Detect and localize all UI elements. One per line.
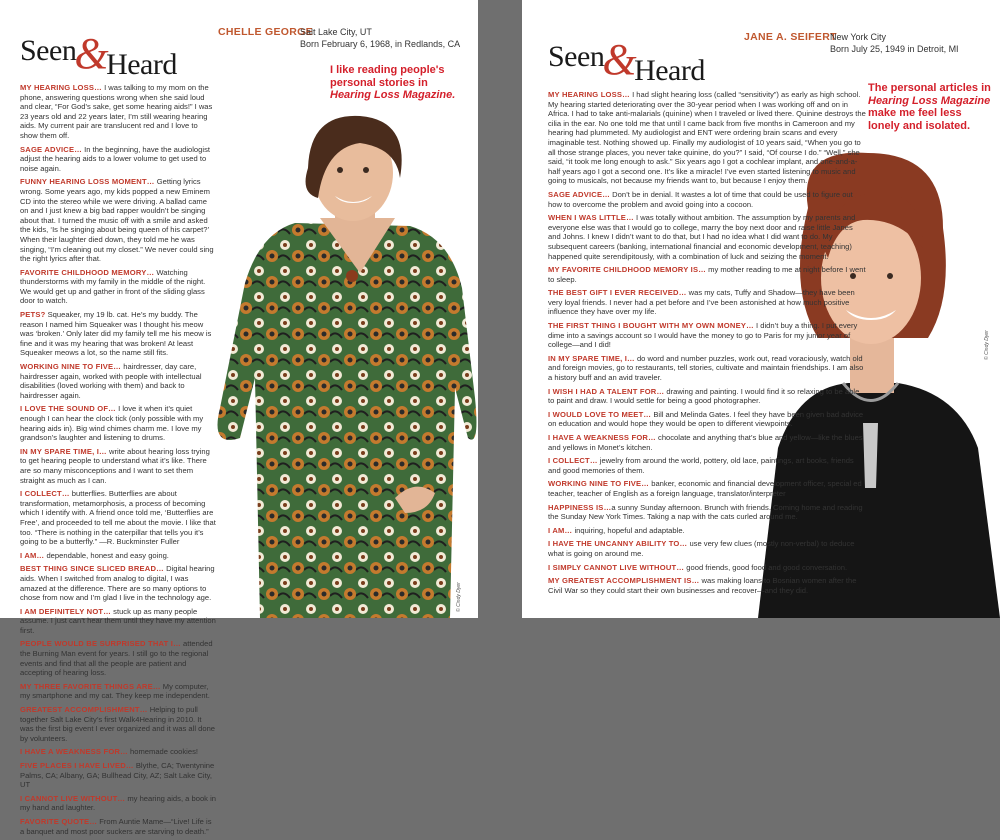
qa-answer: Digital hearing aids. When I switched from analog to digital, I was amazed at the difference. There are so many options to chose from now and I’m glad I live in the technology age. <box>20 564 215 603</box>
right-page <box>522 0 1000 618</box>
qa-question: FIVE PLACES I HAVE LIVED… <box>20 761 134 770</box>
qa-entry <box>548 563 866 573</box>
qa-entry <box>548 479 866 498</box>
qa-question: MY HEARING LOSS… <box>548 90 630 99</box>
qa-question: I CANNOT LIVE WITHOUT… <box>20 793 126 803</box>
qa-question: FUNNY HEARING LOSS MOMENT… <box>20 177 155 187</box>
qa-question: I LOVE THE SOUND OF… <box>20 404 116 414</box>
qa-entry <box>548 213 866 261</box>
qa-question: SAGE ADVICE… <box>20 144 83 154</box>
qa-question: I WISH I HAD A TALENT FOR… <box>548 386 665 396</box>
qa-question: WHEN I WAS LITTLE… <box>548 213 634 223</box>
left-pull-quote: I like reading people's personal stories in Hearing Loss Magazine. <box>330 64 456 101</box>
qa-question: MY THREE FAVORITE THINGS ARE… <box>20 681 161 691</box>
left-page <box>0 0 478 836</box>
right-birth: Born July 25, 1949 in Detroit, MI <box>830 44 959 54</box>
qa-answer: homemade cookies! <box>127 747 198 757</box>
qa-answer: a sunny Sunday afternoon. Brunch with friends. Coming home and reading the Sunday New York Times. Taking a nap with the cats curled around me. <box>548 502 863 522</box>
qa-answer: Helping to pull together Salt Lake City’s first Walk4Hearing in 2010. It was the first big event I ever organized and it was all done by volunteers. <box>20 705 216 743</box>
qa-entry <box>548 503 866 522</box>
qa-entry <box>20 489 216 547</box>
qa-answer: inquiring, hopeful and adaptable. <box>572 525 685 535</box>
qa-question: IN MY SPARE TIME, I… <box>548 353 635 363</box>
left-qa-column <box>20 83 216 840</box>
qa-entry <box>20 83 216 141</box>
qa-entry <box>20 564 216 602</box>
qa-entry <box>548 539 866 558</box>
qa-answer: From Auntie Mame—“Live! Life is a banquet and most poor suckers are starving to death.” <box>20 816 212 836</box>
qa-entry <box>548 190 866 209</box>
qa-question: THE FIRST THING I BOUGHT WITH MY OWN MONEY… <box>548 321 754 331</box>
qa-answer: Bill and Melinda Gates. I feel they have been given bad advice on education and would hope they would be open to different viewpoints. <box>548 409 864 429</box>
qa-question: WORKING NINE TO FIVE… <box>548 479 650 489</box>
qa-question: THE BEST GIFT I EVER RECEIVED… <box>548 288 687 298</box>
right-qa-column <box>548 90 866 599</box>
qa-entry <box>548 387 866 406</box>
qa-question: I AM… <box>20 550 45 560</box>
qa-entry <box>20 268 216 306</box>
qa-entry <box>20 310 216 358</box>
qa-answer: drawing and painting. I would find it so relaxing to be able to paint and draw. I would settle for being a good photographer. <box>548 386 860 406</box>
qa-question: I HAVE A WEAKNESS FOR… <box>20 747 128 757</box>
right-pull-quote: The personal articles in Hearing Loss Magazine make me feel less lonely and isolated. <box>868 82 991 132</box>
qa-entry <box>548 456 866 475</box>
qa-entry <box>548 354 866 383</box>
qa-entry <box>20 817 216 836</box>
qa-answer: jewelry from around the world, pottery, old lace, paintings, art books, friends and good memories of them. <box>548 456 854 475</box>
qa-question: I COLLECT… <box>548 456 598 466</box>
left-profile-info <box>300 26 460 50</box>
qa-entry <box>548 321 866 350</box>
qa-question: MY GREATEST ACCOMPLISHMENT IS… <box>548 576 700 586</box>
qa-answer: banker, economic and financial development officer, special ed teacher, teacher of English as a foreign language, translator/interpreter <box>548 479 862 498</box>
right-photo-credit: © Cindy Dyer <box>984 330 990 360</box>
qa-entry <box>548 576 866 595</box>
qa-answer: Blythe, CA; Twentynine Palms, CA; Albany, GA; Bullhead City, AZ; Salt Lake City, UT <box>20 761 215 790</box>
left-profile-name: CHELLE GEORGE <box>218 26 313 38</box>
qa-entry <box>20 362 216 400</box>
left-photo-credit: © Cindy Dyer <box>456 582 462 612</box>
qa-entry <box>20 747 216 757</box>
qa-entry <box>20 551 216 561</box>
qa-entry <box>20 794 216 813</box>
qa-question: IN MY SPARE TIME, I… <box>20 446 107 456</box>
qa-question: I AM… <box>548 525 573 535</box>
left-portrait-photo <box>200 108 478 618</box>
qa-answer: I was totally without ambition. The assumption by my parents and everyone else was that I would go to college, marry the boy next door and raise little Janes and Johns. I knew I didn’t want to do that, but I had no idea what I did want to do. My subsequent careers (banking, international financial and economic development, teaching) happened quite serendipitously, with a combination of luck and seizing the moment. <box>548 213 856 261</box>
qa-entry <box>20 607 216 636</box>
qa-question: SAGE ADVICE… <box>548 189 611 199</box>
qa-question: HAPPINESS IS… <box>548 502 612 512</box>
qa-entry <box>20 404 216 442</box>
qa-question: BEST THING SINCE SLICED BREAD… <box>20 564 164 574</box>
qa-question: MY FAVORITE CHILDHOOD MEMORY IS… <box>548 265 707 275</box>
qa-question: I SIMPLY CANNOT LIVE WITHOUT… <box>548 562 685 572</box>
qa-question: I COLLECT… <box>20 489 70 499</box>
qa-answer: I love it when it’s quiet enough I can hear the clock tick (only possible with my hearing aids in). Big wind chimes charm me. I love my grandson’s laughter and listening to drums. <box>20 404 204 443</box>
left-masthead-logo: Seen&Heard <box>20 29 177 81</box>
qa-answer: my hearing aids, a book in my hand and laughter. <box>20 793 216 813</box>
qa-answer: good friends, good food and good conversation. <box>684 562 848 572</box>
qa-answer: was making loans to Bosnian women after the Civil War so they could start their own businesses and recover—and they did. <box>548 576 857 595</box>
qa-answer: butterflies. Butterflies are about transformation, metamorphosis, a process of becoming which I identify with. A friend once told me, ‘Butterflies are Free’, and proceeded to tell me about the movie. I like that too. “There is nothing in the caterpillar that tells you it’s going to be a butterfly.” —R. Buckminster Fuller <box>20 489 216 547</box>
qa-entry <box>20 447 216 485</box>
qa-question: PETS? <box>20 310 46 320</box>
qa-entry <box>548 265 866 284</box>
qa-entry <box>548 433 866 452</box>
qa-question: GREATEST ACCOMPLISHMENT… <box>20 705 148 715</box>
qa-answer: my mother reading to me at night before I went to sleep. <box>548 265 866 284</box>
right-location: New York City <box>830 32 887 42</box>
qa-question: PEOPLE WOULD BE SURPRISED THAT I… <box>20 639 181 649</box>
qa-answer: Squeaker, my 19 lb. cat. He’s my buddy. The reason I named him Squeaker was I thought his meow was ‘broken.’ Only later did my family tell me his meow is fine and it was my hearing that was broken! At least Squeaker meows a lot, so the name still fits. <box>20 310 212 358</box>
qa-question: FAVORITE QUOTE… <box>20 816 98 826</box>
qa-question: MY HEARING LOSS… <box>20 83 102 92</box>
qa-answer: stuck up as many people assume. I just can’t hear them until they have my attention first. <box>20 606 216 635</box>
qa-answer: Getting lyrics wrong. Some years ago, my kids popped a new Eminem CD into the stereo while we were driving. A ballad came on and I just knew a big bad rapper wouldn’t be singing about that. I turned the music off with a smile and asked the kids, ‘Is he singing about being queen of his carpet?’ When their laughter died down, they told me he was singing, “I’m cleaning out my closet.” We never could sing the right lyrics after that. <box>20 177 214 264</box>
qa-answer: dependable, honest and easy going. <box>44 550 169 560</box>
qa-question: FAVORITE CHILDHOOD MEMORY… <box>20 267 155 277</box>
qa-answer: I had slight hearing loss (called “sensitivity”) as early as high school. My hearing started deteriorating over the 30-year period when I was working off and on in Africa. I had to take anti-malarials (quinine) when I traveled or lived there. Quinine destroys the cilia in the ear. No one told me that until I came back from five months in Cameroon and my hearing had plummeted. My audiologist and ENT were ordering brain scans and every imaginable test. Nothing showed up. Finally my audiologist of 10 years said, “When you go to all those strange places, you never take quinine, do you?” I said, “Of course I do.” “Well,” she said, “it took me long enough to ask.” Six years ago I got a cochlear implant, and one-and-a-half years ago I got a second one. It’s like a miracle! I’ve even started listening to music and going to musicals, not because my friends want to, but because I enjoy them. <box>548 90 866 186</box>
qa-answer: In the beginning, have the audiologist adjust the hearing aids to a lower volume to get used to noise again. <box>20 144 210 173</box>
qa-answer: chocolate and anything that’s blue and yellow—like the blues and yellows in Monet’s kitchen. <box>548 433 863 452</box>
qa-entry <box>548 410 866 429</box>
right-masthead-logo: Seen&Heard <box>548 35 705 87</box>
qa-entry <box>20 761 216 790</box>
qa-question: WORKING NINE TO FIVE… <box>20 362 122 372</box>
qa-entry <box>20 177 216 263</box>
right-profile-info <box>830 31 959 55</box>
qa-answer: I didn’t buy a thing. I put every dime into a savings account so I would have the money to go to Paris for my junior year of college—and I did! <box>548 321 858 350</box>
qa-question: I AM DEFINITELY NOT… <box>20 606 112 616</box>
qa-answer: Watching thunderstorms with my family in the middle of the night. We would get up and gather in front of the sliding glass door to watch. <box>20 267 206 306</box>
qa-entry <box>20 682 216 701</box>
qa-answer: My computer, my smartphone and my cat. They keep me independent. <box>20 681 210 701</box>
qa-question: I WOULD LOVE TO MEET… <box>548 409 652 419</box>
qa-answer: I was talking to my mom on the phone, answering questions wrong when she said loud and clear, “For God’s sake, get some hearing aids!” I was 23 years old and 22 years later, I’m still wearing hearing aids. My current pair are translucent red and I love to show them off. <box>20 83 213 140</box>
qa-entry <box>548 288 866 317</box>
right-profile-name: JANE A. SEIFERT <box>744 31 837 43</box>
qa-entry <box>20 639 216 677</box>
qa-answer: use very few clues (mostly non-verbal) to deduce what is going on around me. <box>548 539 855 558</box>
qa-question: I HAVE A WEAKNESS FOR… <box>548 433 656 442</box>
left-location: Salt Lake City, UT <box>300 27 372 37</box>
qa-answer: attended the Burning Man event for years. I still go to the regional events and find that all the people are patient and accepting of hearing loss. <box>20 639 213 678</box>
qa-answer: do word and number puzzles, work out, read voraciously, watch old and foreign movies, go to restaurants, tell stories, cultivate and maintain friendships. I am also a history buff and an avid traveler. <box>548 353 864 383</box>
qa-answer: hairdresser, day care, hairdresser again, worked with people with intellectual disabilities (loved working with them) and back to hairdresser again. <box>20 362 202 400</box>
left-birth: Born February 6, 1968, in Redlands, CA <box>300 39 461 49</box>
qa-answer: Don’t be in denial. It wastes a lot of time that could be used to figure out how to overcome the problem and avoid going into a cocoon. <box>548 189 853 209</box>
qa-entry <box>548 90 866 186</box>
qa-question: I HAVE THE UNCANNY ABILITY TO… <box>548 539 688 549</box>
qa-answer: write about hearing loss trying to get hearing people to understand what it’s like. There are so many misconceptions and I want to set them straight as much as I can. <box>20 446 210 485</box>
qa-answer: was my cats, Tuffy and Shadow—they have been very loyal friends. I never had a pet before and I’ve been astonished at how much positive influence they have over my life. <box>548 288 855 317</box>
qa-entry <box>20 145 216 174</box>
qa-entry <box>20 705 216 743</box>
qa-entry <box>548 526 866 536</box>
